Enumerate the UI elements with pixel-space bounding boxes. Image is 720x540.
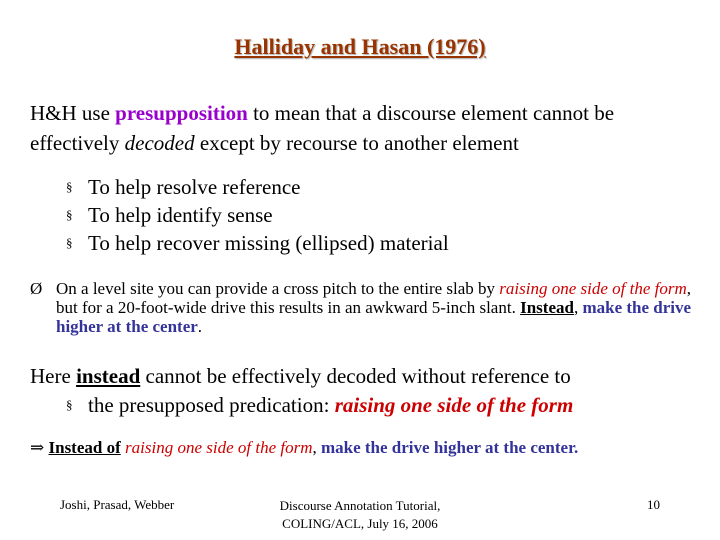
list-item [66, 229, 706, 257]
footer-event-line1: Discourse Annotation Tutorial, [279, 498, 441, 513]
here-text-2: cannot be effectively decoded without reference to [140, 364, 571, 388]
decoded-term: decoded [124, 131, 195, 155]
derived-blue-phrase: make the drive higher at the center. [320, 438, 579, 457]
instead-word: Instead [520, 298, 574, 317]
derived-statement [30, 436, 710, 460]
arrow-bullet-icon: Ø [30, 279, 43, 298]
derived-red-phrase: raising one side of the form [125, 438, 313, 457]
square-bullet-icon: § [66, 397, 73, 412]
list-item-text: To help resolve reference [88, 175, 301, 199]
square-bullet-icon: § [66, 235, 73, 250]
instead-of-phrase: Instead of [48, 438, 121, 457]
example-passage [30, 279, 710, 336]
intro-text-3: except by recourse to another element [194, 131, 519, 155]
purpose-list [66, 173, 706, 257]
intro-paragraph [30, 98, 700, 158]
list-item [66, 391, 706, 419]
footer-event [230, 497, 490, 533]
intro-text-2: to mean that a discourse element cannot be effectively [30, 101, 615, 155]
square-bullet-icon: § [66, 207, 73, 222]
footer-authors: Joshi, Prasad, Webber [60, 497, 175, 512]
example-red-phrase: raising one side of the form [499, 279, 687, 298]
example-text-1: On a level site you can provide a cross pitch to the entire slab by [56, 279, 500, 298]
list-item-text: To help recover missing (ellipsed) material [88, 231, 449, 255]
explanation-line [30, 362, 710, 390]
presup-red-phrase: raising one side of the form [334, 393, 574, 417]
list-item [66, 201, 706, 229]
footer-event-line2: COLING/ACL, July 16, 2006 [282, 516, 438, 531]
intro-text-1: H&H use [30, 101, 116, 125]
square-bullet-icon: § [66, 179, 73, 194]
presupposition-term: presupposition [115, 101, 248, 125]
page-number: 10 [647, 497, 660, 512]
example-comma: , [573, 298, 583, 317]
example-text-2: , but for a 20-foot-wide drive this results in an awkward 5-inch slant. [56, 279, 692, 317]
presup-text: the presupposed predication: [88, 393, 335, 417]
list-item [66, 173, 706, 201]
example-blue-phrase: make the drive higher at the center [56, 298, 692, 336]
example-period: . [197, 317, 203, 336]
here-text-1: Here [30, 364, 77, 388]
implies-icon: ⇒ [30, 438, 45, 457]
slide-title: Halliday and Hasan (1976) [234, 34, 486, 59]
list-item-text: To help identify sense [88, 203, 273, 227]
presupposition-list [66, 391, 706, 419]
derived-comma: , [312, 438, 321, 457]
here-instead-word: instead [76, 364, 141, 388]
example-text [56, 279, 710, 336]
